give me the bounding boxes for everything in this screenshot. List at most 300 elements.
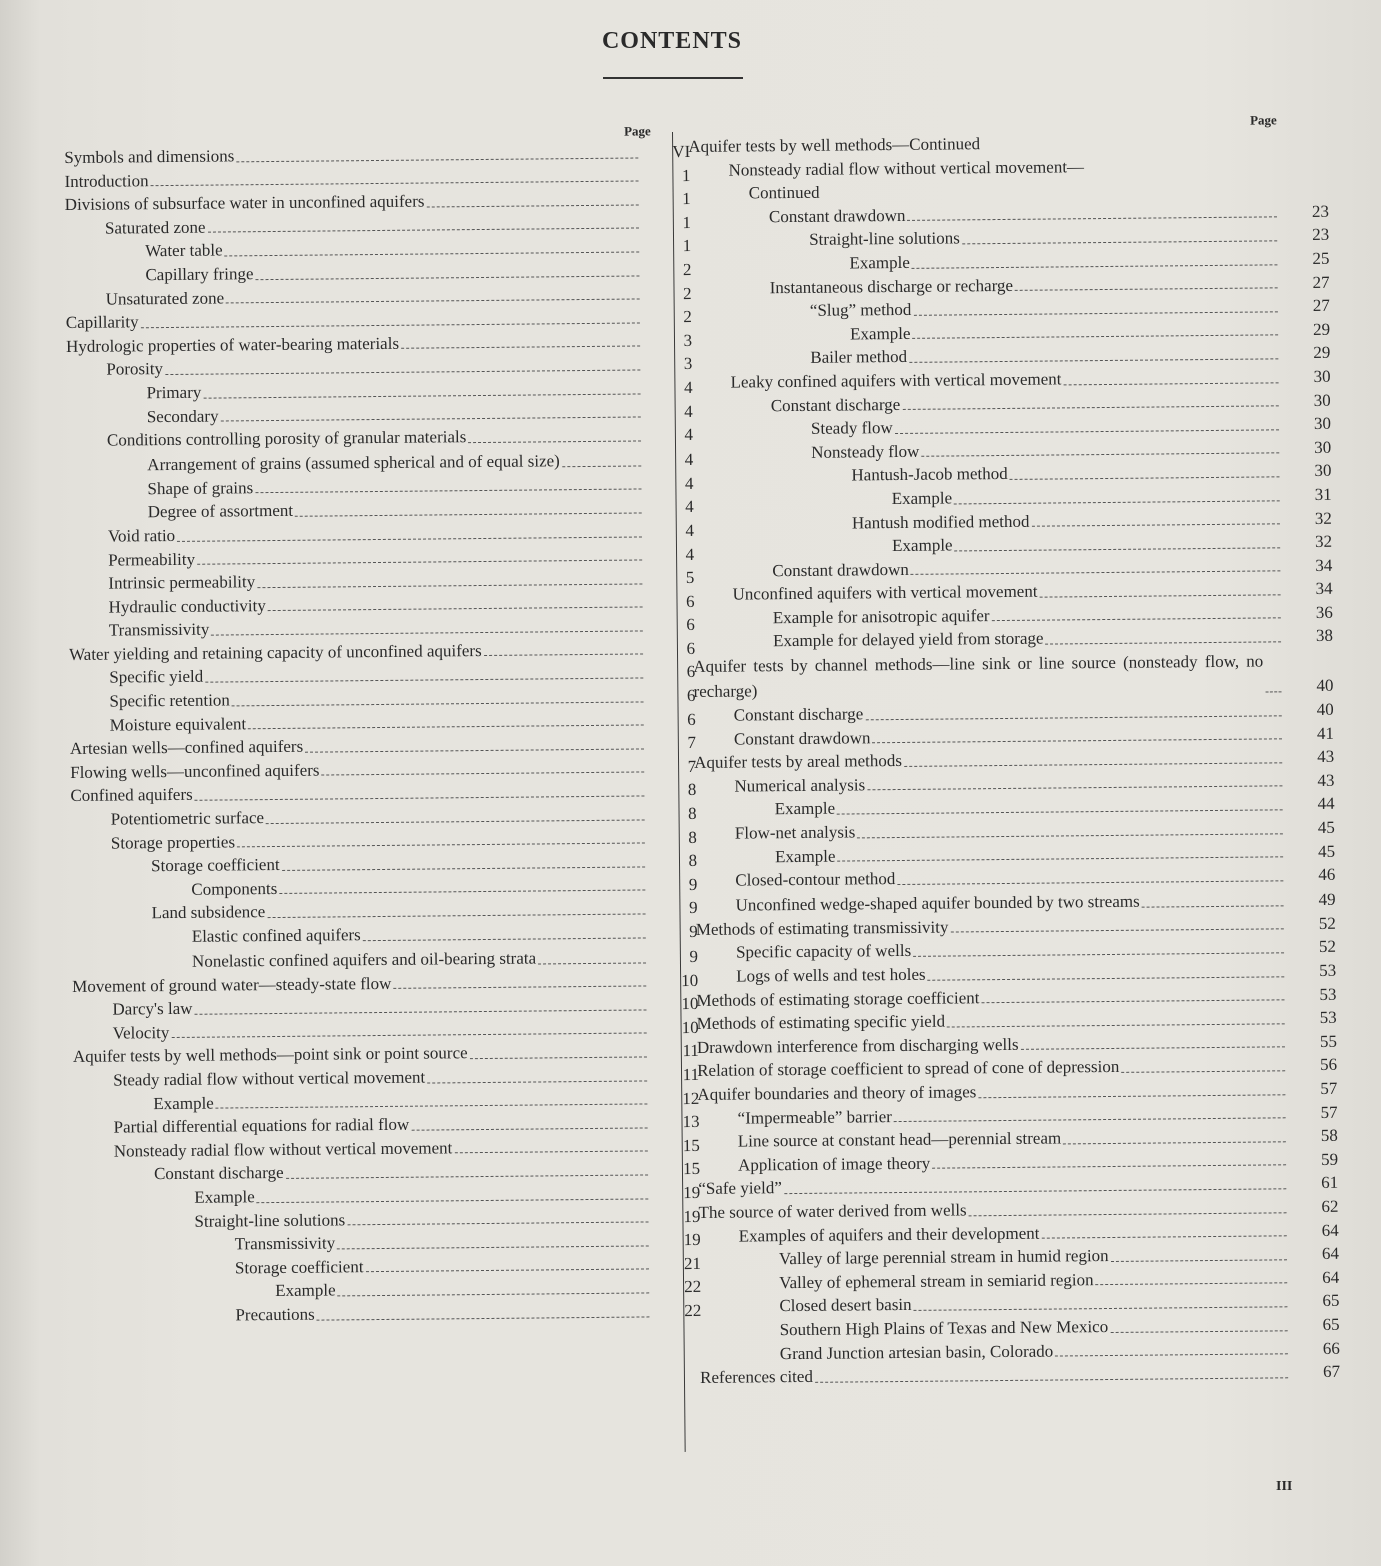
toc-entry-label: Unsaturated zone [105,288,225,309]
toc-entry-page: 19 [683,1182,701,1203]
toc-entry-label: Hydrologic properties of water-bearing materials [66,333,400,356]
toc-entry-page: 44 [1317,794,1335,814]
toc-entry-page: 6 [686,686,696,706]
toc-entry-label: Example [892,535,953,556]
toc-left-column [64,122,701,1328]
leader-dots [955,547,1281,551]
leader-dots [914,1306,1288,1311]
leader-dots [151,181,639,187]
toc-entry-page: 7 [687,756,697,776]
leader-dots [950,929,1283,933]
toc-entry-page: 49 [1318,890,1336,910]
toc-entry-page: 6 [686,662,696,682]
leader-dots [257,1198,649,1203]
leader-dots [363,937,646,941]
leader-dots [427,1080,647,1083]
toc-entry-page: 32 [1314,508,1332,528]
toc-entry-label: Nonsteady radial flow without vertical movement [113,1138,453,1161]
toc-entry-page: 66 [1322,1338,1340,1358]
toc-entry-label: Drawdown interference from discharging wells [696,1034,1019,1057]
toc-entry-label: Example [891,488,953,508]
toc-entry-page: 45 [1317,841,1336,861]
toc-entry-page: 12 [682,1088,700,1108]
toc-entry-page: 57 [1320,1078,1338,1098]
toc-entry-label: Nonsteady radial flow without vertical movement— [728,156,1085,180]
leader-dots [1096,1283,1288,1286]
toc-entry-page: 55 [1319,1031,1337,1051]
toc-entry-page: 32 [1315,531,1333,552]
toc-entry-page: 34 [1315,579,1333,599]
toc-entry-page: 53 [1319,960,1337,980]
toc-entry-label: Confined aquifers [70,785,193,806]
toc-entry-page: 4 [684,473,694,493]
toc-entry-page: 4 [685,520,694,540]
toc-entry-page: 29 [1313,343,1331,363]
toc-entry-page: 65 [1322,1291,1340,1311]
leader-dots [305,748,644,752]
leader-dots [978,1094,1285,1098]
toc-entry-label: Storage coefficient [234,1256,364,1278]
toc-entry-page: 58 [1320,1125,1338,1146]
toc-entry-label: Moisture equivalent [109,713,247,735]
leader-dots [286,1174,648,1178]
leader-dots [171,1033,646,1039]
toc-entry-page: 9 [689,946,699,967]
toc-entry-page: 52 [1318,937,1337,957]
leader-dots [226,299,640,304]
toc-entry-label: Logs of wells and test holes [736,964,926,986]
leader-dots [921,453,1279,457]
leader-dots [347,1222,648,1226]
toc-entry-page: 3 [683,354,693,374]
toc-entry-page: 6 [686,615,695,635]
leader-dots [913,335,1279,340]
toc-entry-label: Primary [146,382,202,403]
toc-entry-label: Transmissivity [108,619,210,640]
toc-entry-label: Saturated zone [104,217,206,238]
toc-entry-page: 30 [1314,461,1332,481]
toc-entry-label: Bailer method [810,347,908,368]
leader-dots [1021,1047,1285,1051]
toc-entry-label: Specific retention [109,690,230,711]
toc-entry-label: Intrinsic permeability [108,572,256,593]
page-column-header: Page [623,123,651,139]
leader-dots [962,240,1277,244]
leader-dots [216,1104,648,1109]
toc-entry-page: 22 [684,1277,702,1297]
toc-entry-page: 59 [1320,1149,1339,1169]
toc-entry-label: Unconfined aquifers with vertical movement [732,581,1038,604]
toc-entry-label: “Safe yield” [698,1178,782,1199]
toc-entry-label: Storage coefficient [150,855,280,876]
toc-entry-label: Water table [145,240,223,261]
leader-dots [913,952,1284,957]
toc-entry-label: Numerical analysis [734,775,866,796]
leader-dots [913,311,1277,315]
toc-entry-label: Valley of ephemeral stream in semiarid region [779,1269,1094,1292]
toc-entry-page: 6 [685,591,695,611]
toc-entry-page: 4 [684,401,693,421]
leader-dots [895,429,1279,434]
leader-dots [454,1151,648,1154]
toc-entry-page: 6 [686,638,696,658]
toc-entry-label: Flow-net analysis [734,822,856,843]
toc-entry-page: 56 [1320,1055,1338,1075]
toc-entry-label: Constant discharge [153,1163,284,1184]
leader-dots [337,1245,649,1249]
leader-dots [248,725,644,730]
toc-entry-page: 67 [1322,1361,1341,1382]
toc-entry-page: 22 [684,1300,702,1321]
toc-entry-label: Constant drawdown [768,205,906,227]
toc-entry-label: Southern High Plains of Texas and New Mexico [779,1316,1109,1340]
toc-entry-page: 41 [1316,723,1335,743]
leader-dots [232,701,644,706]
toc-entry-label: Example [774,799,836,819]
toc-entry-page: 15 [682,1135,700,1155]
leader-dots [266,819,645,824]
toc-entry-label: Porosity [106,359,164,379]
toc-entry-page: 8 [687,780,697,800]
toc-entry-page: 4 [685,544,695,564]
toc-entry-page: 8 [688,827,697,847]
toc-entry-label: Steady flow [810,418,893,438]
leader-dots [907,217,1277,222]
leader-dots [366,1269,649,1273]
toc-entry-page: 7 [687,733,697,753]
toc-entry-label: Grand Junction artesian basin, Colorado [779,1341,1054,1363]
toc-entry-page: 5 [685,568,695,588]
toc-entry-label: Precautions [235,1304,315,1325]
toc-entry-label: Line source at constant head—perennial stream [737,1128,1062,1151]
leader-dots [225,251,640,256]
leader-dots [236,157,638,162]
leader-dots [195,1009,647,1014]
toc-entry-page: 30 [1314,437,1332,457]
toc-entry-label: Transmissivity [234,1233,336,1254]
leader-dots [902,405,1278,410]
toc-entry-label: Unconfined wedge-shaped aquifer bounded by two streams [735,891,1140,915]
leader-dots [538,962,646,964]
leader-dots [322,772,645,776]
toc-entry-page: 29 [1312,319,1331,339]
toc-entry-label: Continued [748,182,820,203]
toc-entry-page: 45 [1317,817,1335,838]
toc-entry-label: Capillary fringe [145,264,254,285]
page-number-folio: III [1276,1479,1293,1494]
toc-entry-page: 8 [688,803,697,824]
leader-dots [912,264,1278,269]
toc-entry-label: Aquifer tests by well methods—point sink or point source [72,1043,468,1067]
toc-entry-label: “Impermeable” barrier [737,1106,893,1128]
toc-entry-label: Examples of aquifers and their development [738,1223,1040,1246]
toc-entry-label: Instantaneous discharge or recharge [769,275,1014,297]
page-title: CONTENTS [601,28,743,54]
toc-entry-label: Aquifer tests by well methods—Continued [688,134,981,156]
leader-dots [1015,288,1278,292]
leader-dots [165,369,640,375]
leader-dots [393,986,646,989]
toc-entry-label: Nonsteady flow [811,441,920,462]
leader-dots [1046,641,1282,644]
toc-entry-label: Artesian wells—confined aquifers [69,736,304,759]
toc-left-list [64,140,701,1328]
leader-dots [1040,594,1281,597]
leader-dots [177,536,642,541]
leader-dots [872,739,1282,744]
toc-entry-label: Degree of assortment [147,501,294,522]
toc-entry-page: 21 [683,1253,702,1273]
leader-dots [867,786,1282,791]
toc-entry-label: Velocity [112,1022,170,1043]
toc-entry-label: Leaky confined aquifers with vertical movement [730,369,1062,392]
leader-dots [141,322,640,328]
toc-entry-label: Introduction [64,170,149,191]
toc-entry-page: 43 [1317,770,1335,790]
toc-entry-page: 2 [683,307,692,327]
toc-entry-page: 40 [1316,676,1334,696]
toc-entry-label: Specific capacity of wells [735,941,912,962]
leader-dots [1063,1141,1286,1144]
toc-entry-page: 4 [685,497,694,517]
leader-dots [1010,476,1280,480]
leader-dots [197,560,642,565]
toc-entry-page: 38 [1315,626,1334,646]
toc-entry-label: Straight-line solutions [809,228,960,250]
toc-entry-label: Elastic confined aquifers [191,925,361,946]
toc-entry-page: 9 [688,874,698,894]
leader-dots [211,630,643,635]
toc-entry-label: Components [191,878,278,899]
toc-entry-page: 30 [1313,390,1331,410]
leader-dots [1111,1259,1287,1262]
leader-dots [857,833,1283,838]
toc-entry-label: Methods of estimating transmissivity [695,917,949,939]
leader-dots [562,465,641,467]
toc-entry-label: Constant discharge [733,704,864,725]
leader-dots [815,1377,1288,1383]
toc-entry [700,1360,1340,1390]
toc-entry-label: Arrangement of grains (assumed spherical and of equal size) [147,450,560,474]
leader-dots [221,417,641,422]
leader-dots [195,795,645,800]
toc-entry-page: 4 [683,377,693,397]
toc-entry-label: Example [153,1093,214,1113]
toc-entry-label: Shape of grains [147,477,254,498]
leader-dots [909,358,1278,363]
toc-entry-page: 10 [681,994,699,1014]
leader-dots [904,762,1282,767]
leader-dots [427,204,639,207]
toc-entry-page: 15 [682,1159,701,1179]
toc-entry-page: 30 [1313,413,1332,434]
leader-dots [208,228,639,233]
toc-entry-label: Divisions of subsurface water in unconfined aquifers [64,191,425,215]
toc-entry-page: 19 [683,1206,701,1226]
toc-entry-page: 64 [1321,1220,1339,1240]
leader-dots [837,809,1283,814]
leader-dots [954,500,1280,504]
toc-entry-page: 40 [1316,699,1334,720]
leader-dots [992,618,1281,622]
toc-entry-label: Example for delayed yield from storage [772,629,1044,651]
toc-entry-page: 9 [689,921,698,942]
toc-entry-label: Hantush-Jacob method [851,464,1008,485]
toc-entry-page: 52 [1318,913,1336,933]
toc-entry-page: 53 [1319,984,1337,1004]
toc-entry-label: Hydraulic conductivity [108,595,266,617]
page-column-header: Page [1249,112,1277,128]
toc-entry [75,1299,701,1329]
toc-entry-label: Example for anisotropic aquifer [772,606,990,628]
toc-entry-page: 62 [1321,1196,1339,1216]
toc-entry-label: Example [194,1187,255,1207]
toc-entry-label: Symbols and dimensions [64,146,235,167]
toc-entry-page: 19 [683,1230,701,1250]
toc-entry-page: 27 [1312,296,1330,316]
leader-dots [911,571,1281,576]
toc-right-column [688,111,1340,1390]
toc-entry-page: 64 [1322,1267,1340,1287]
title-rule [603,77,743,79]
toc-entry-page: 27 [1312,272,1330,292]
toc-entry-label: “Slug” method [809,300,912,320]
toc-entry-label: Nonelastic confined aquifers and oil-bearing strata [191,948,537,971]
leader-dots [932,1165,1286,1169]
toc-entry-page: 25 [1312,248,1330,268]
leader-dots [894,1117,1286,1122]
toc-entry-label: Secondary [146,406,219,426]
toc-entry-page: 57 [1320,1102,1338,1122]
leader-dots [468,440,641,443]
leader-dots [484,654,643,657]
toc-entry-label: Closed desert basin [779,1295,912,1316]
leader-dots [1110,1330,1287,1333]
toc-entry-label: Flowing wells—unconfined aquifers [70,760,320,782]
toc-entry-label: Methods of estimating specific yield [696,1011,946,1034]
leader-dots [947,1023,1285,1027]
toc-entry-page: 10 [681,1017,699,1037]
toc-entry-label: Example [849,252,910,273]
toc-entry-page: 1 [682,189,691,209]
leader-dots [338,1292,650,1296]
leader-dots [1055,1353,1288,1356]
leader-dots [401,346,640,349]
leader-dots [865,715,1281,720]
toc-entry-label: Land subsidence [151,902,266,923]
toc-entry-label: Constant discharge [770,394,901,415]
leader-dots [203,393,640,398]
toc-entry-page: 1 [682,236,692,256]
leader-dots [282,866,645,870]
toc-entry-page: 43 [1317,747,1335,767]
leader-dots [838,857,1284,862]
toc-entry-label: Constant drawdown [772,559,909,580]
toc-entry-page: 34 [1315,555,1333,575]
toc-entry-page: 13 [682,1112,700,1132]
toc-entry-label: Permeability [108,549,196,570]
toc-entry-page: 30 [1313,366,1331,386]
toc-entry-page: 65 [1322,1314,1340,1334]
toc-entry-page: 10 [681,970,699,990]
leader-dots [205,678,643,683]
leader-dots [1063,382,1278,385]
toc-entry-page: 23 [1311,201,1330,221]
toc-entry-label: Aquifer tests by channel methods—line sink or line source (nonsteady flow, no recharge) [693,651,1264,702]
toc-entry-label: Example [849,323,911,344]
leader-dots [237,843,645,848]
leader-dots [255,489,641,494]
toc-entry-label: Example [275,1280,336,1301]
toc-entry-label: Constant drawdown [733,727,871,749]
toc-entry-label: Steady radial flow without vertical movement [113,1067,426,1090]
toc-entry-page: 3 [683,330,693,350]
toc-entry [693,648,1333,704]
toc-entry-label: Methods of estimating storage coefficient [696,987,980,1010]
toc-entry-label: Conditions controlling porosity of granular materials [106,427,467,450]
toc-entry-label: Application of image theory [737,1153,931,1175]
leader-dots [1142,905,1284,907]
toc-entry-label: Water yielding and retaining capacity of unconfined aquifers [68,640,482,664]
toc-entry-label: Hantush modified method [851,511,1030,532]
toc-entry-label: References cited [700,1366,813,1388]
toc-entry-label: Storage properties [110,832,236,853]
toc-entry-page: 53 [1319,1008,1337,1028]
toc-entry-label: Movement of ground water—steady-state flow [72,973,392,996]
leader-dots [256,275,640,280]
toc-entry-page: 64 [1321,1243,1340,1264]
leader-dots [981,1000,1284,1004]
toc-entry-label: The source of water derived from wells [698,1200,967,1222]
toc-entry-page: 31 [1314,484,1332,504]
toc-entry-label: Straight-line solutions [194,1209,346,1231]
leader-dots [969,1212,1287,1216]
leader-dots [928,976,1285,980]
toc-entry-label: Aquifer boundaries and theory of images [697,1082,977,1104]
toc-entry-page: 1 [682,212,692,232]
toc-entry-page: VI [672,141,691,162]
toc-entry-label: Void ratio [107,525,176,546]
leader-dots [1121,1070,1285,1073]
toc-entry-label: Specific yield [109,667,204,688]
toc-entry-label: Partial differential equations for radial flow [113,1114,410,1137]
toc-entry-page: 46 [1318,865,1336,885]
leader-dots [268,607,643,612]
toc-right-list [688,129,1340,1390]
toc-entry-page: 2 [682,259,692,280]
leader-dots [279,890,645,895]
leader-dots [267,913,645,918]
leader-dots [470,1056,647,1059]
toc-entry-label: Aquifer tests by areal methods [694,751,902,773]
toc-entry-page: 11 [682,1064,700,1085]
toc-entry-page: 6 [687,709,696,729]
toc-entry-page: 23 [1312,225,1330,245]
toc-entry-page: 4 [684,450,694,470]
leader-dots [897,880,1283,885]
toc-entry-label: Darcy's law [112,998,193,1019]
leader-dots [317,1316,650,1320]
leader-dots [1266,691,1282,692]
toc-entry-label: Potentiometric surface [110,808,265,829]
toc-entry-page: 4 [684,425,694,445]
toc-entry-page: 2 [683,283,692,303]
toc-entry-label: Example [775,846,836,866]
leader-dots [784,1188,1286,1194]
leader-dots [257,583,642,588]
toc-entry-page: 36 [1315,602,1333,622]
toc-entry-label: Closed-contour method [735,869,896,890]
